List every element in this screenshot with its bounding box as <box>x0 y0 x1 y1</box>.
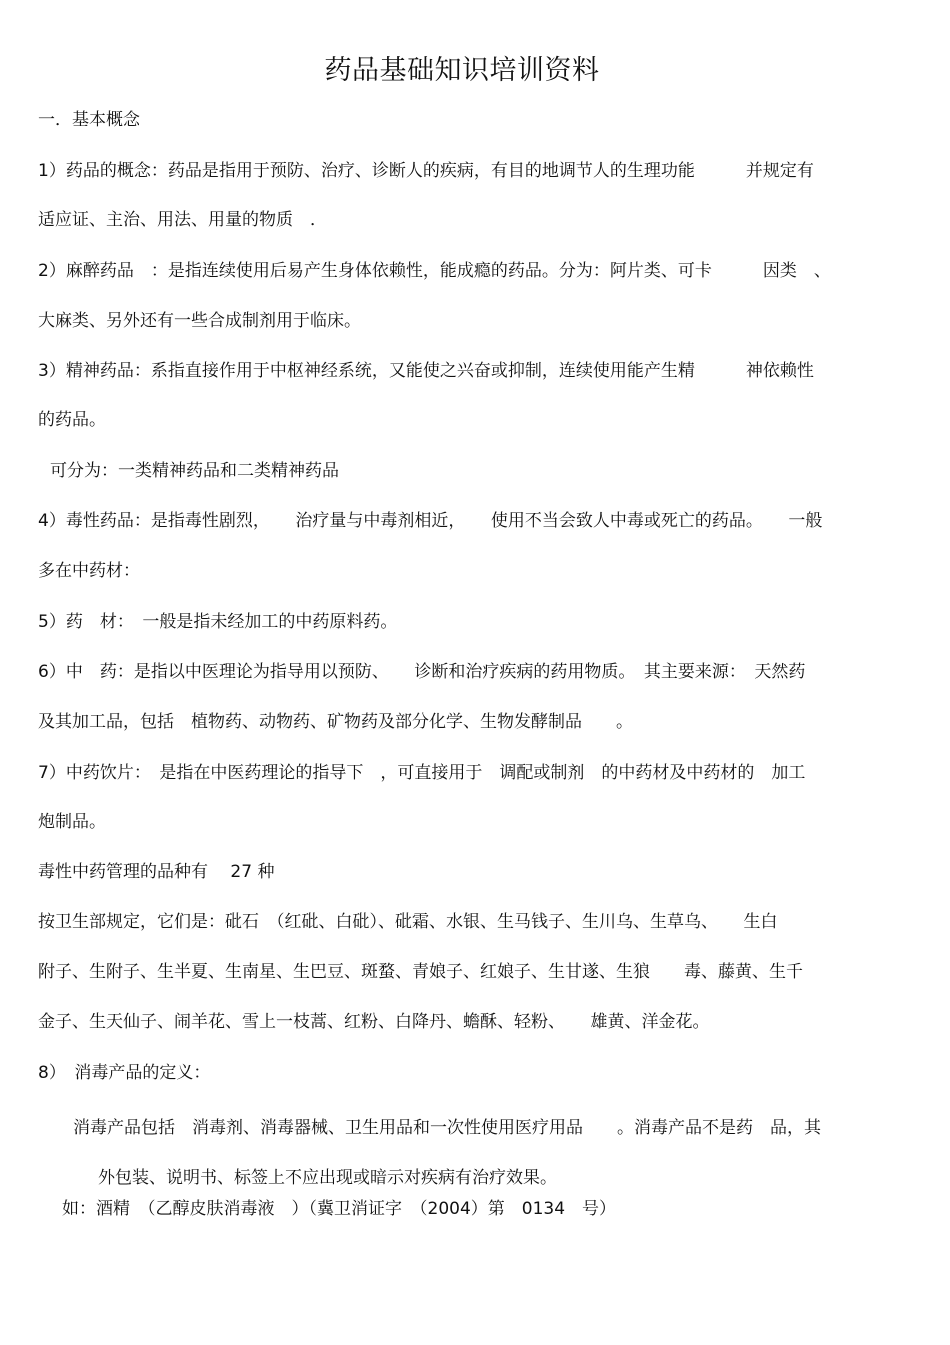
paragraph-line: 大麻类、另外还有一些合成制剂用于临床。 <box>38 311 361 331</box>
paragraph-line: 及其加工品，包括 植物药、动物药、矿物药及部分化学、生物发酵制品 。 <box>38 712 633 732</box>
paragraph-line: 炮制品。 <box>38 812 106 832</box>
paragraph-line: 毒性中药管理的品种有 27 种 <box>38 862 275 882</box>
paragraph-line: 8） 消毒产品的定义： <box>38 1063 211 1083</box>
paragraph-line: 外包装、说明书、标签上不应出现或暗示对疾病有治疗效果。 <box>98 1168 557 1188</box>
paragraph-line: 金子、生天仙子、闹羊花、雪上一枝蒿、红粉、白降丹、蟾酥、轻粉、 雄黄、洋金花。 <box>38 1012 710 1032</box>
paragraph-line: 如：酒精 （乙醇皮肤消毒液 ）（冀卫消证字 （2004）第 0134 号） <box>62 1199 617 1219</box>
section-heading: 一．基本概念 <box>38 110 140 130</box>
document-title: 药品基础知识培训资料 <box>324 55 600 86</box>
paragraph-line: 2）麻醉药品 ：是指连续使用后易产生身体依赖性，能成瘾的药品。分为：阿片类、可卡 因类 、 <box>38 261 831 281</box>
paragraph-line: 3）精神药品：系指直接作用于中枢神经系统，又能使之兴奋或抑制，连续使用能产生精 神依赖性 <box>38 361 814 381</box>
paragraph-line: 7）中药饮片： 是指在中医药理论的指导下 ，可直接用于 调配或制剂 的中药材及中药材的 加工 <box>38 763 806 783</box>
paragraph-line: 适应证、主治、用法、用量的物质 ． <box>38 210 327 230</box>
paragraph-line: 附子、生附子、生半夏、生南星、生巴豆、斑蝥、青娘子、红娘子、生甘遂、生狼 毒、藤黄、生千 <box>38 962 803 982</box>
paragraph-line: 5）药 材： 一般是指未经加工的中药原料药。 <box>38 612 398 632</box>
paragraph-line: 可分为：一类精神药品和二类精神药品 <box>50 461 339 481</box>
paragraph-line: 消毒产品包括 消毒剂、消毒器械、卫生用品和一次性使用医疗用品 。消毒产品不是药 品，其 <box>73 1118 821 1138</box>
paragraph-line: 多在中药材： <box>38 561 140 581</box>
paragraph-line: 6）中 药：是指以中医理论为指导用以预防、 诊断和治疗疾病的药用物质。 其主要来源： 天然药 <box>38 662 806 682</box>
paragraph-line: 的药品。 <box>38 410 106 430</box>
paragraph-line: 4）毒性药品：是指毒性剧烈， 治疗量与中毒剂相近， 使用不当会致人中毒或死亡的药品。 一般 <box>38 511 823 531</box>
paragraph-line: 1）药品的概念：药品是指用于预防、治疗、诊断人的疾病，有目的地调节人的生理功能 并规定有 <box>38 161 814 181</box>
paragraph-line: 按卫生部规定，它们是：砒石 （红砒、白砒）、砒霜、水银、生马钱子、生川乌、生草乌、 生白 <box>38 912 778 932</box>
